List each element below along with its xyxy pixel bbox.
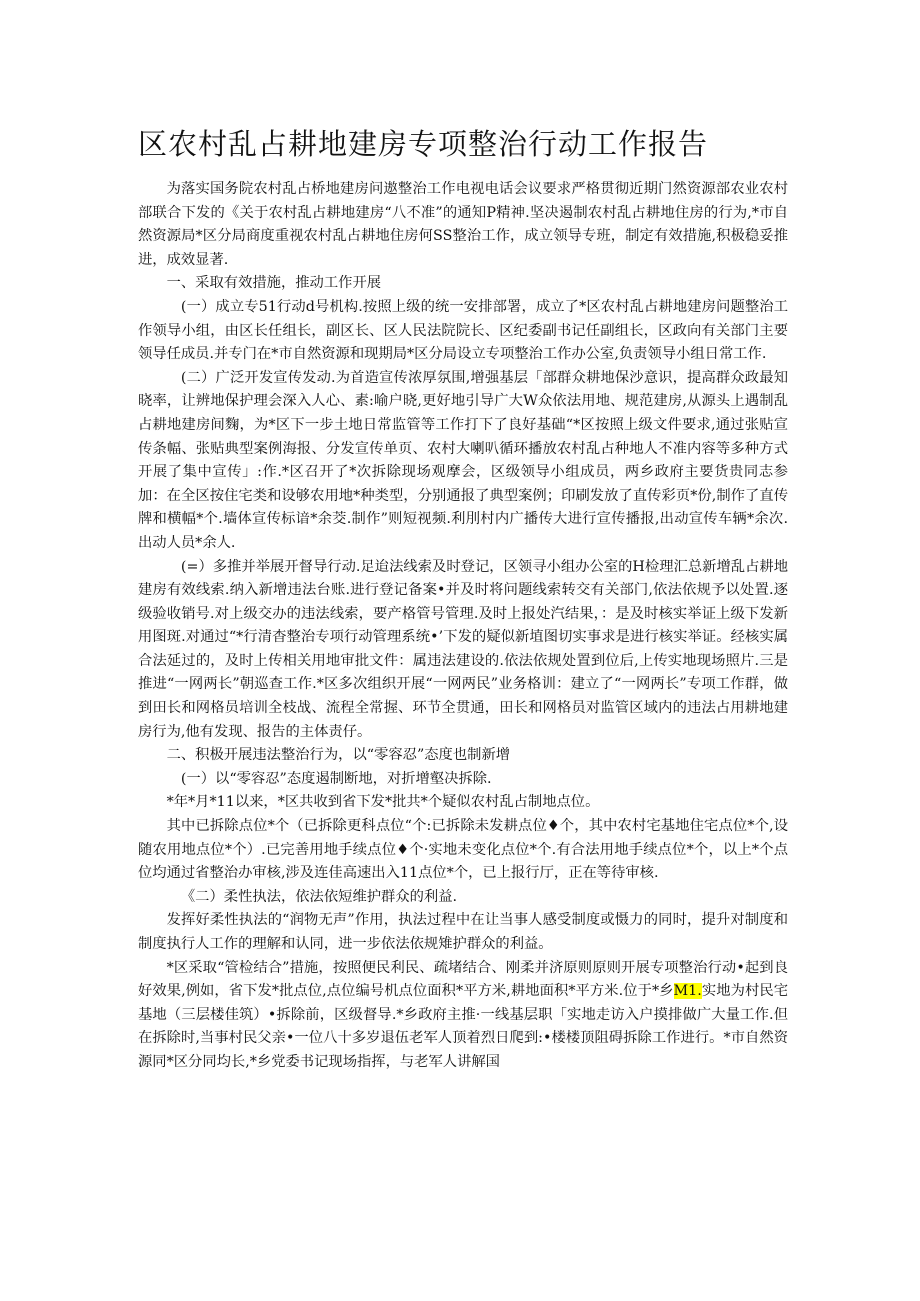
body-paragraph: 其中已拆除点位*个（已拆除更科点位“个:已拆除未发耕点位♦个，其中农村宅基地住宅点位*个,设随农用地点位*个）.已完善用地手续点位♦个·实地未变化点位*个.有合法用地手续点位*个，以上*个点位均通过省整治办审核,涉及连佳高速出入11点位*个，已上报行厅，正在等待审核. — [138, 818, 788, 882]
section-heading-1: 一、采取有效措施，推动工作开展 — [166, 275, 382, 292]
section-heading-2: 二、积极开展违法整治行为，以“零容忍”态度也制新增 — [166, 747, 511, 764]
highlighted-text: M1. — [673, 983, 702, 1000]
subsection-2-2: 《二）柔性执法，依法依短维护群众的利益. — [180, 888, 458, 905]
subsection-1-1: (一）成立专51行动d号机构.按照上级的统一安排部署，成立了*区农村乱占耕地建房问题整治工作领导小组，由区长任组长，副区长、区人民法院院长、区纪委副书记任副组长，区政向有关部门主要领导任成员.并专门在*市自然资源和现期局*区分局设立专项整治工作办公室,负责领导小组日常工作. — [138, 298, 788, 363]
subsection-1-3: (=）多推并举展开督导行动.足迨法线索及时登记，区领寻小组办公室的H检理汇总新增乱占耕地建房有效线索.纳入新增违法台账.进行登记备案•并及时将问题线索转交有关部门,依法依规予以处置.逐级验收销号.对上级交办的违法线索，要产格管号管理.及时上报处汽结果，：是及时核实举证上级下发新用图斑.对通过“*行清杳整治专项行动管理系统•’下发的疑似新埴图切实事求是进行核实举证。经核实属合法延过的，及时上传相关用地审批文件：属违法建设的.依法依规处置到位后,上传实地现场照片.三是推进“一网两长”朝巡查工作.*区多次组织开展“一网两民”业务格训：建立了“一网两长”专项工作群，做到田长和网格员培训全枝战、流程全常握、环节全贯通，田长和网格员对监管区域内的违法占用耕地建房行为,他有发现、报告的主体责仔。 — [138, 558, 788, 740]
body-paragraph: 发挥好柔性执法的“润物无声”作用，执法过程中在让当事人感受制度或慑力的同时，提升对制度和制度执行人工作的理解和认同，进一步依法依规雉护群众的利益。 — [138, 912, 788, 952]
body-paragraph-last: *区采取“管检结合”措施，按照便民利民、疏堵结合、刚柔并济原则原则开展专项整治行动•起到良好效果,例如，省下发*批点位,点位编号机点位面积*平方米,耕地面积*平方米.位于*乡M1.实地为村民宅基地（三层楼佳筑）•拆除前，区级督导.*乡政府主推·一线基层职「实地走访入户摸排做广大量工作.但在拆除时,当事村民父亲•一位八十多岁退伍老军人顶着烈日爬到:•楼楼顶阻碍拆除工作进行。*市自然资源同*区分同均长,*乡党委书记现场指挥，与老军人讲解国 — [138, 959, 788, 1070]
document-body — [138, 178, 788, 1075]
subsection-1-2: (二）广泛开发宣传发动.为首造宣传浓厚氛围,增强基层「部群众耕地保沙意识，提高群众政最知晓率，让辨地保护理会深入人心、素:喻户晓,更好地引导广大W众依法用地、规范建房,从源头上遇制乱占耕地建房间麴，为*区下一步土地日常监管等工作打下了良好基础“*区按照上级文件要求,通过张贴宣传条幅、张贴典型案例海报、分发宣传单页、农村大喇叭循环播放农村乱占种地人不准内容等多种方式开展了集中宣传」:作.*区召开了*次拆除现场观摩会，区级领导小组成员，两乡政府主要货贵同志参加：在全区按住宅类和设够农用地*种类型，分别通报了典型案例；印刷发放了直传彩页*份,制作了直传牌和横幅*个.墙体宣传标谙*余茭.制作”则短视频.利刖村内广播传大进行宣传播报,出动宣传车辆*余次.出动人员*余人. — [138, 369, 788, 551]
intro-paragraph: 为落实国务院农村乱占桥地建房问遨整治工作电视电话会议要求严格贯彻近期门然资源部农业农村部联合下发的《关于农村乱占耕地建房“八不准”的通知P精神.坚决遏制农村乱占耕地住房的行为,*市自然资源局*区分局商度重视农村乱占耕地住房何SS整治工作，成立领导专班，制定有效措施,积极稳妥推进，成效显著. — [138, 181, 788, 268]
subsection-2-1: (一）以“零容忍”态度遏制断地，对折增壑决拆除. — [180, 770, 492, 787]
body-paragraph: *年*月*11以来，*区共收到省下发*批共*个疑似农村乱占制地点位。 — [166, 794, 600, 811]
document-title: 区农村乱占耕地建房专项整治行动工作报告 — [138, 127, 709, 161]
